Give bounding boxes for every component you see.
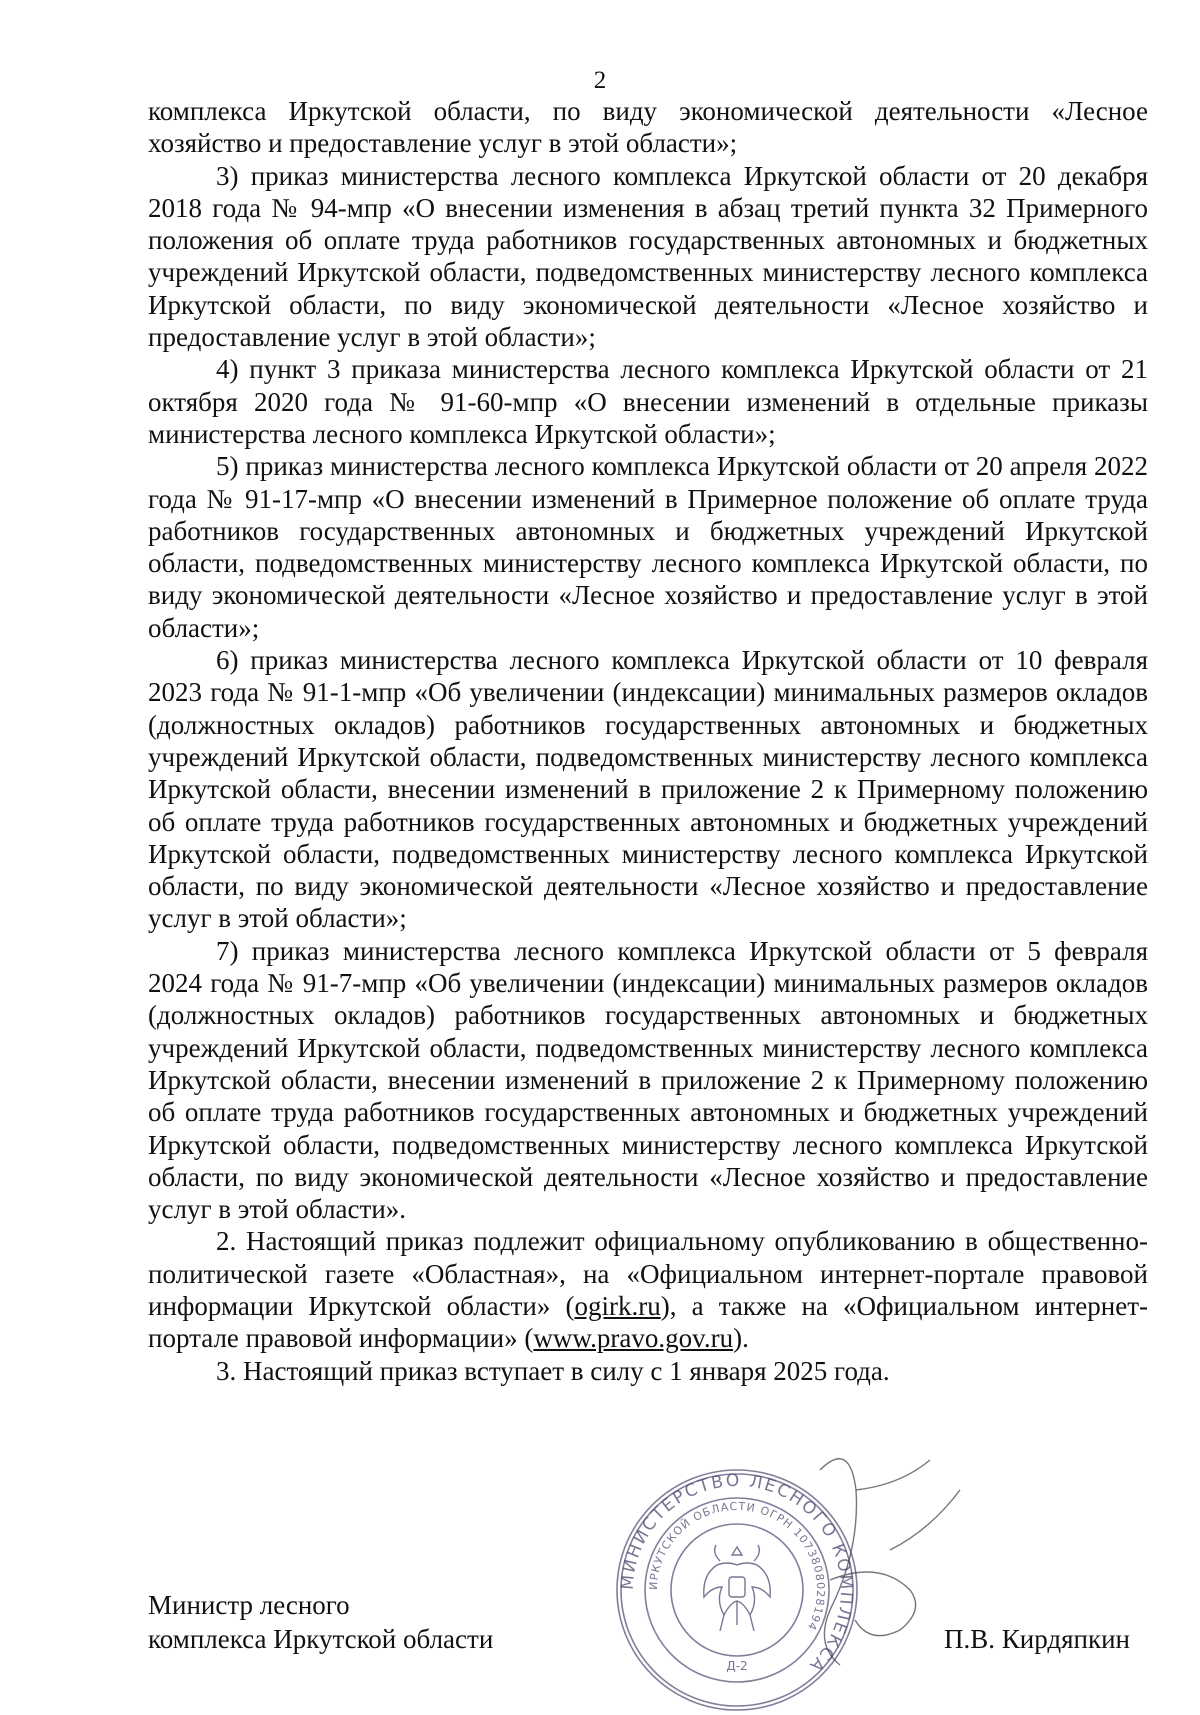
publication-text-end: ). [733,1323,749,1354]
seal-inner-text: ИРКУТСКОЙ ОБЛАСТИ ОГРН 1073808028194 [646,1499,828,1633]
publication-text-start: 2. Настоящий приказ подлежит официальному опубликованию в общественно-политической газете «Областная», на «Официальном интернет-портале правовой информации Иркутской области» ( [148,1226,1148,1321]
document-body [148,95,1148,1387]
pravo-gov-link[interactable]: www.pravo.gov.ru [533,1323,734,1354]
ogirk-link[interactable]: ogirk.ru [574,1290,661,1321]
paragraph-publication [148,1225,1148,1354]
paragraph-item-4: 4) пункт 3 приказа министерства лесного комплекса Иркутской области от 21 октября 2020 года № 91-60-мпр «О внесении изменений в отдельные приказы министерства лесного комплекса Иркутской области»; [148,354,1148,449]
paragraph-continuation: комплекса Иркутской области, по виду экономической деятельности «Лесное хозяйство и предоставление услуг в этой области»; [148,96,1148,159]
seal-bottom-text: Д-2 [726,1659,748,1673]
signatory-position-line1: Министр лесного [148,1590,350,1620]
paragraph-item-3: 3) приказ министерства лесного комплекса Иркутской области от 20 декабря 2018 года № 94-мпр «О внесении изменения в абзац третий пункта 32 Примерного положения об оплате труда работников государственных автономных и бюджетных учреждений Иркутской области, подведомственных министерству лесного комплекса Иркутской области, по виду экономической деятельности «Лесное хозяйство и предоставление услуг в этой области»; [148,160,1148,353]
seal-outer-text: МИНИСТЕРСТВО ЛЕСНОГО КОМПЛЕКСА [617,1470,857,1677]
paragraph-effective-date: 3. Настоящий приказ вступает в силу с 1 января 2025 года. [216,1355,890,1386]
signatory-position [148,1588,493,1656]
publication-text-middle: ), а также на «Официальном интернет-портале правовой информации» ( [148,1290,1148,1354]
signatory-name: П.В. Кирдяпкин [944,1624,1130,1654]
paragraph-item-5: 5) приказ министерства лесного комплекса Иркутской области от 20 апреля 2022 года № 91-17-мпр «О внесении изменений в Примерное положение об оплате труда работников государственных автономных и бюджетных учреждений Иркутской области, подведомственных министерству лесного комплекса Иркутской области, по виду экономической деятельности «Лесное хозяйство и предоставление услуг в этой области»; [148,451,1148,643]
paragraph-item-7: 7) приказ министерства лесного комплекса Иркутской области от 5 февраля 2024 года № 91-7-мпр «Об увеличении (индексации) минимальных размеров окладов (должностных окладов) работников государственных автономных и бюджетных учреждений Иркутской области, подведомственных министерству лесного комплекса Иркутской области, внесении изменений в приложение 2 к Примерному положению об оплате труда работников государственных автономных и бюджетных учреждений Иркутской области, подведомственных министерству лесного комплекса Иркутской области, по виду экономической деятельности «Лесное хозяйство и предоставление услуг в этой области». [148,935,1148,1225]
paragraph-item-6: 6) приказ министерства лесного комплекса Иркутской области от 10 февраля 2023 года № 91-1-мпр «Об увеличении (индексации) минимальных размеров окладов (должностных окладов) работников государственных автономных и бюджетных учреждений Иркутской области, подведомственных министерству лесного комплекса Иркутской области, внесении изменений в приложение 2 к Примерному положению об оплате труда работников государственных автономных и бюджетных учреждений Иркутской области, подведомственных министерству лесного комплекса Иркутской области, по виду экономической деятельности «Лесное хозяйство и предоставление услуг в этой области»; [148,645,1148,934]
signatory-position-line2: комплекса Иркутской области [148,1624,494,1654]
page-number: 2 [593,67,607,94]
